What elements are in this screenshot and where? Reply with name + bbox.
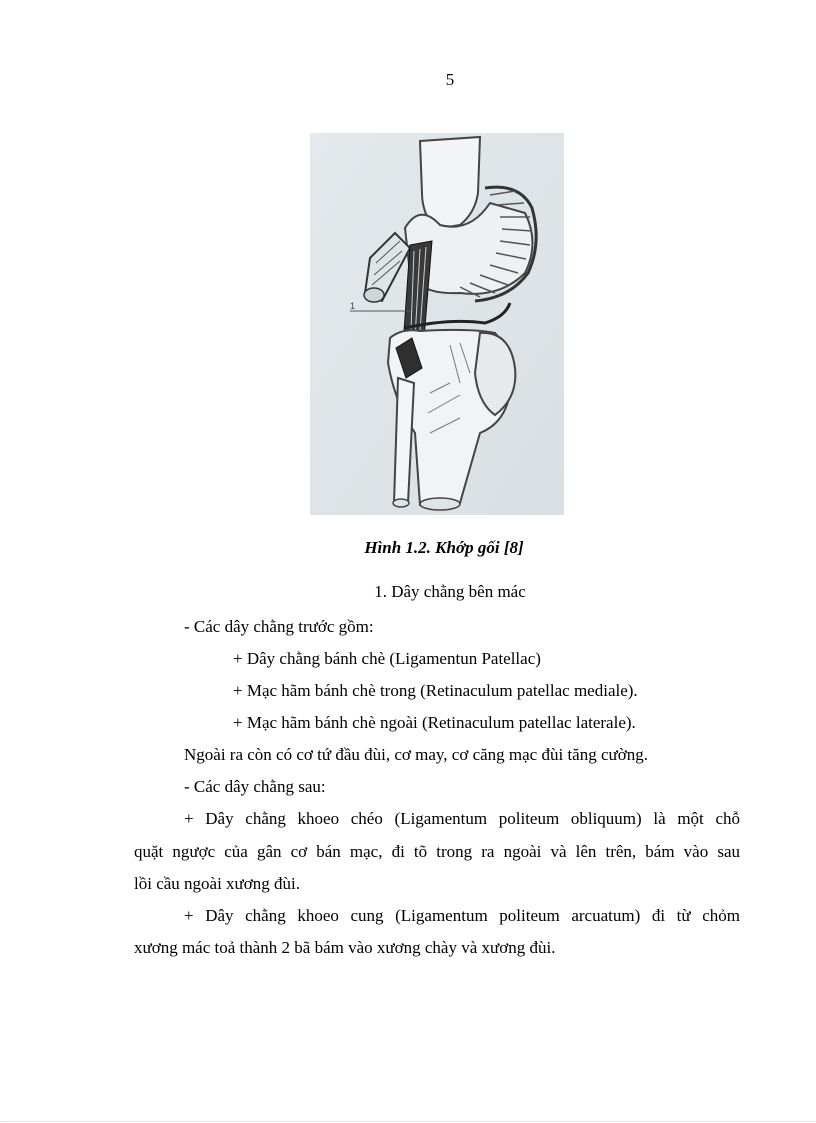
knee-joint-illustration bbox=[310, 133, 564, 515]
figure-caption: Hình 1.2. Khớp gối [8] bbox=[364, 538, 524, 557]
oblique-ligament-line-3: lồi cầu ngoài xương đùi. bbox=[134, 874, 300, 893]
page-bottom-rule bbox=[0, 1121, 816, 1122]
anterior-item: + Mạc hãm bánh chè trong (Retinaculum patellac mediale). bbox=[233, 681, 638, 700]
posterior-ligaments-heading: - Các dây chằng sau: bbox=[184, 777, 326, 796]
anterior-item: + Mạc hãm bánh chè ngoài (Retinaculum patellac laterale). bbox=[233, 713, 636, 732]
oblique-ligament-line-1: + Dây chằng khoeo chéo (Ligamentum politeum obliquum) là một chỗ bbox=[184, 809, 740, 828]
tibia-end bbox=[420, 498, 460, 510]
anterior-item: + Dây chằng bánh chè (Ligamentun Patellac) bbox=[233, 649, 541, 668]
page-number: 5 bbox=[445, 70, 455, 89]
fibula-end bbox=[393, 499, 409, 507]
additional-muscles-text: Ngoài ra còn có cơ tứ đầu đùi, cơ may, cơ căng mạc đùi tăng cường. bbox=[184, 745, 648, 764]
oblique-ligament-line-2: quặt ngược của gân cơ bán mạc, đi tõ trong ra ngoài và lên trên, bám vào sau bbox=[134, 842, 740, 861]
anterior-ligaments-heading: - Các dây chằng trước gồm: bbox=[184, 617, 374, 636]
tendon-cut-end bbox=[364, 288, 384, 302]
arcuate-ligament-line-1: + Dây chằng khoeo cung (Ligamentum politeum arcuatum) đi từ chỏm bbox=[184, 906, 740, 925]
figure-legend: 1. Dây chằng bên mác bbox=[374, 582, 526, 601]
knee-joint-drawing bbox=[310, 133, 564, 515]
arcuate-ligament-line-2: xương mác toả thành 2 bã bám vào xương chày và xương đùi. bbox=[134, 938, 556, 957]
label-marker-1: 1 bbox=[350, 301, 356, 311]
